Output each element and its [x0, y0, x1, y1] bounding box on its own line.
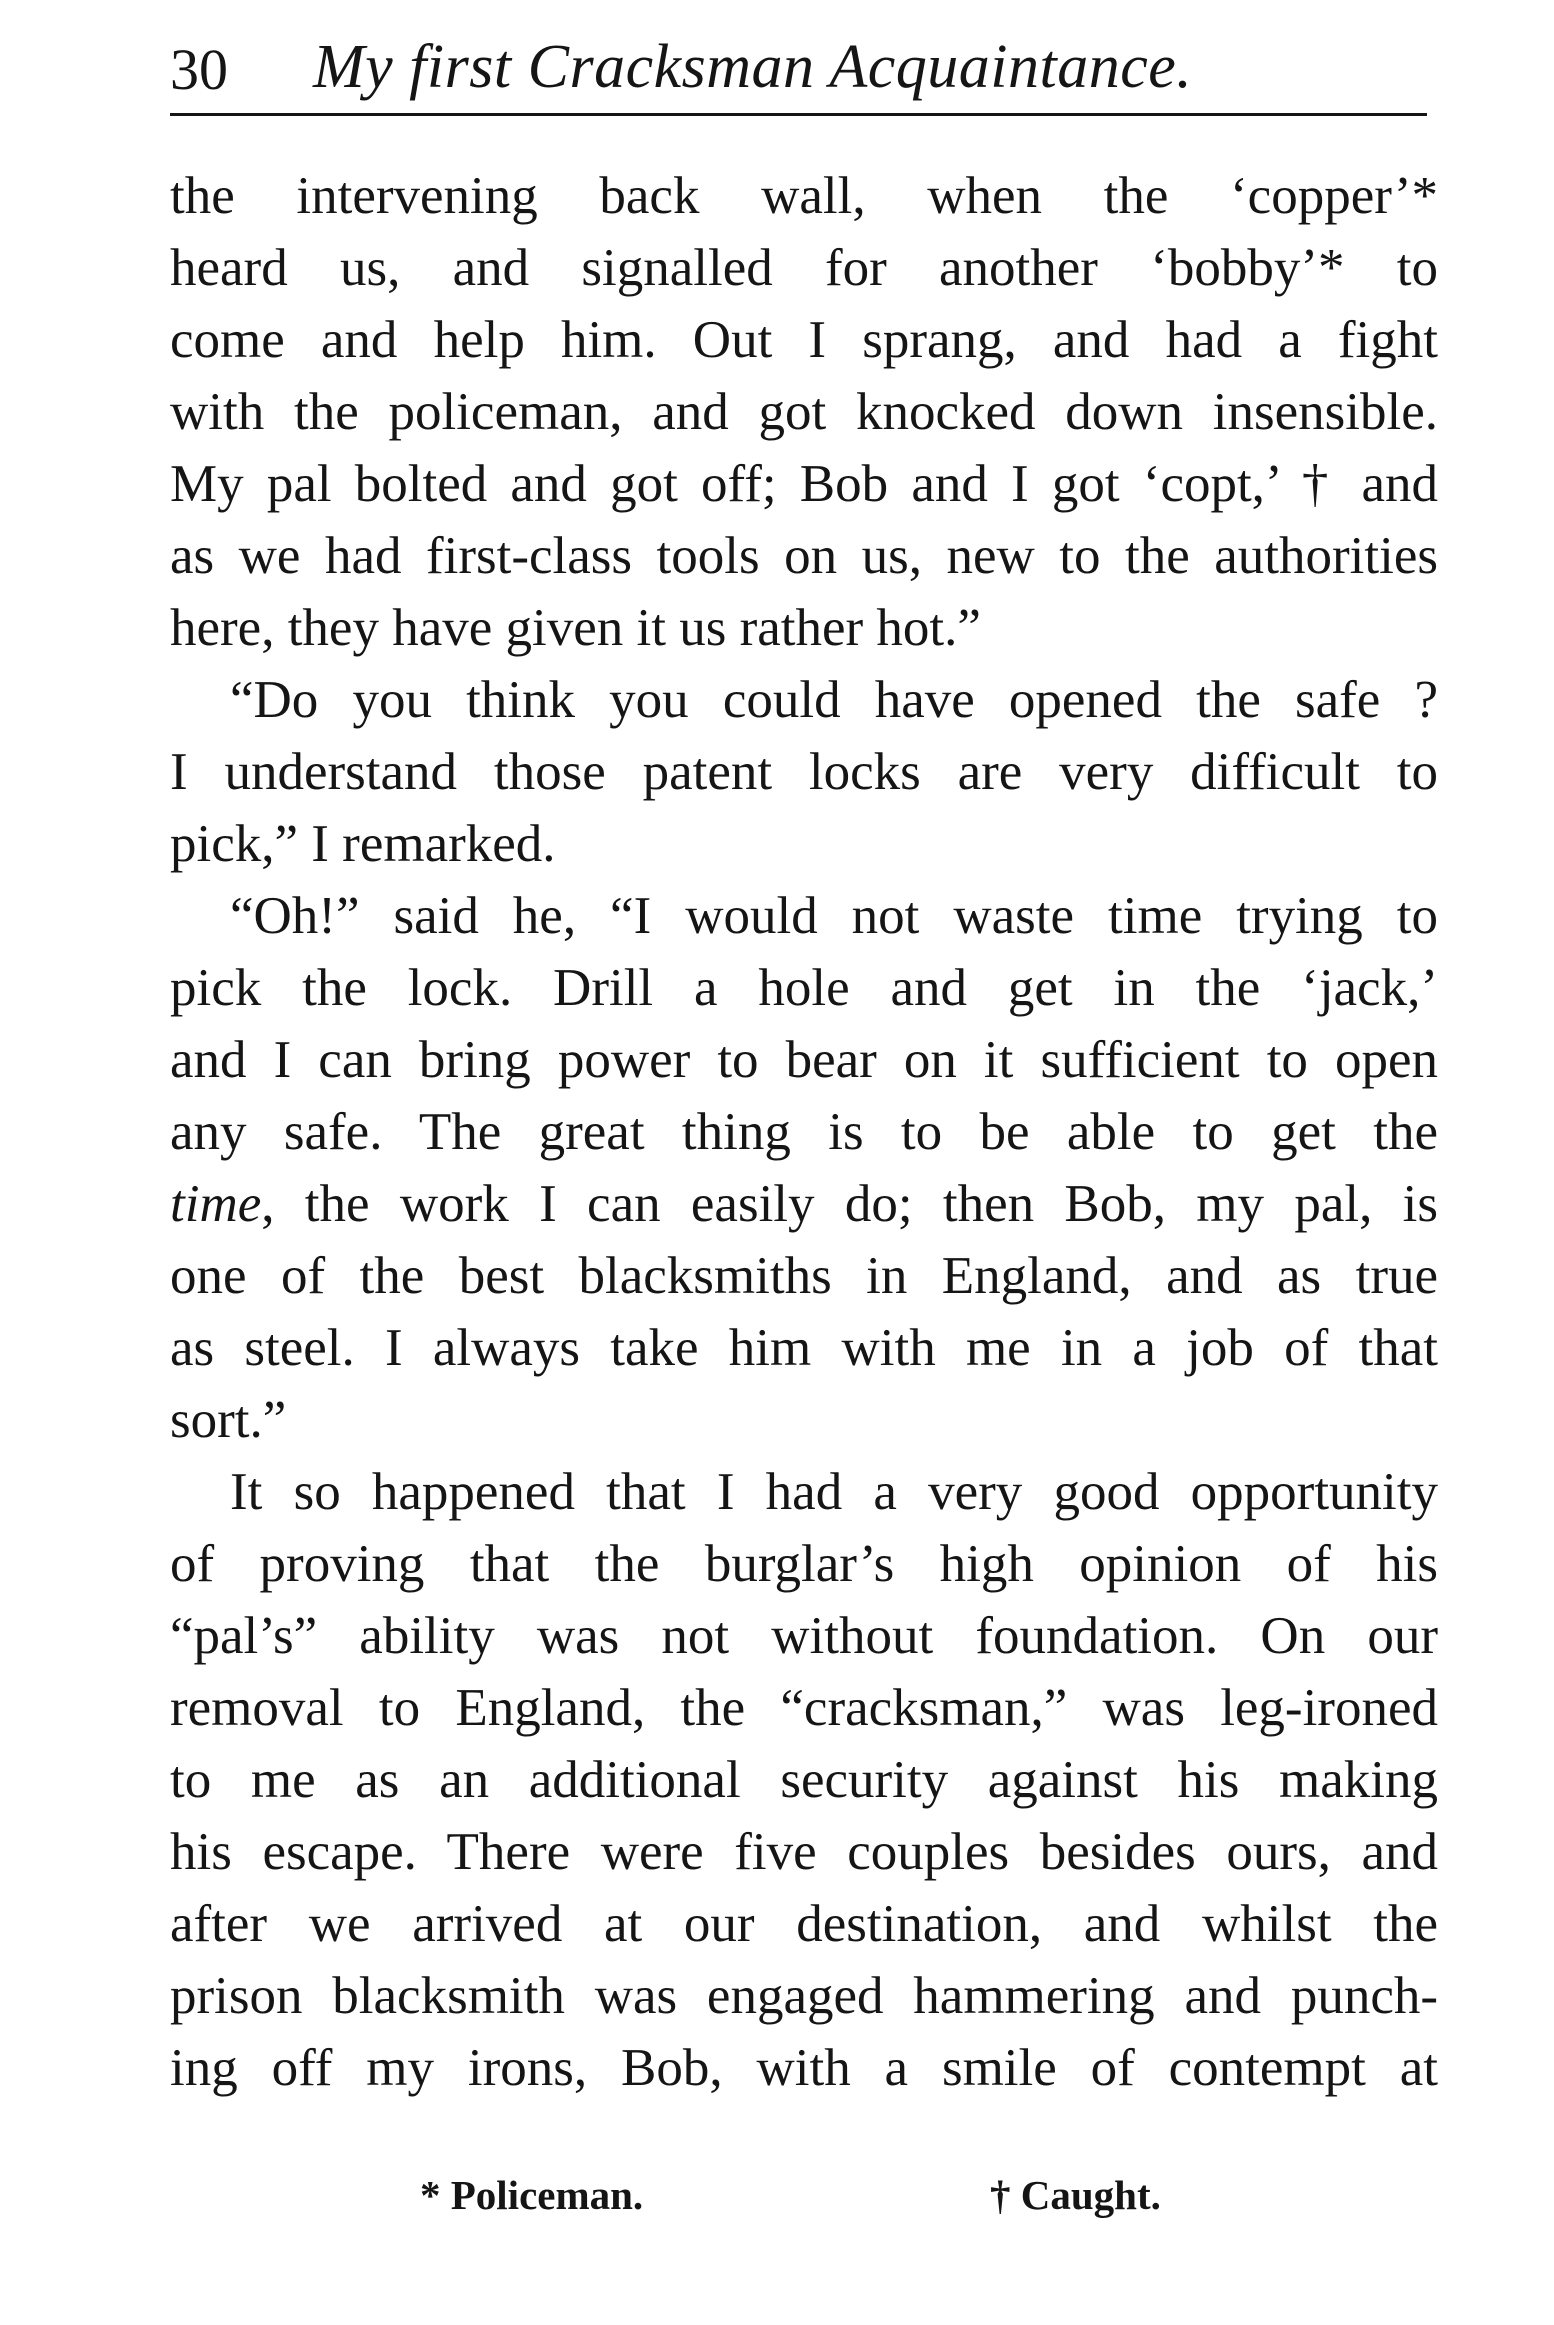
text-line: with the policeman, and got knocked down insensible.: [170, 383, 1438, 441]
running-title: My first Cracksman Acquaintance.: [313, 33, 1193, 101]
page-number: 30: [170, 37, 228, 102]
text-line: to me as an additional security against his making: [170, 1751, 1438, 1809]
text-line: after we arrived at our destination, and whilst the: [170, 1895, 1438, 1953]
text-line: of proving that the burglar’s high opinion of his: [170, 1535, 1438, 1593]
text-line: as we had first-class tools on us, new to the authorities: [170, 527, 1438, 585]
text-line: removal to England, the “cracksman,” was leg-ironed: [170, 1679, 1438, 1737]
header-rule: [170, 113, 1427, 116]
text-line: My pal bolted and got off; Bob and I got ‘copt,’ † and: [170, 455, 1438, 513]
footnotes: [420, 2170, 1220, 2230]
text-line: come and help him. Out I sprang, and had a fight: [170, 311, 1438, 369]
emphasis: time: [170, 1175, 262, 1233]
text-line: and I can bring power to bear on it sufficient to open: [170, 1031, 1438, 1089]
text-line: I understand those patent locks are very difficult to: [170, 743, 1438, 801]
page-header: [170, 30, 1425, 110]
text-line: his escape. There were five couples besides ours, and: [170, 1823, 1438, 1881]
text-line: “Oh!” said he, “I would not waste time trying to: [230, 887, 1438, 945]
body-text: [170, 160, 1438, 2104]
text-line: ing off my irons, Bob, with a smile of contempt at: [170, 2039, 1438, 2097]
text-line: one of the best blacksmiths in England, and as true: [170, 1247, 1438, 1305]
text-line: “Do you think you could have opened the safe ?: [230, 671, 1438, 729]
text-line: pick,” I remarked.: [170, 815, 556, 873]
text-line: any safe. The great thing is to be able to get the: [170, 1103, 1438, 1161]
text-line: “pal’s” ability was not without foundation. On our: [170, 1607, 1438, 1665]
text-line: heard us, and signalled for another ‘bobby’* to: [170, 239, 1438, 297]
text-line: the intervening back wall, when the ‘copper’*: [170, 167, 1438, 225]
footnote-policeman: * Policeman.: [420, 2172, 644, 2218]
text-line: sort.”: [170, 1391, 287, 1449]
text-line: time, the work I can easily do; then Bob, my pal, is: [170, 1175, 1438, 1233]
text-line: as steel. I always take him with me in a job of that: [170, 1319, 1438, 1377]
text-line: here, they have given it us rather hot.”: [170, 599, 981, 657]
text-line: prison blacksmith was engaged hammering and punch-: [170, 1967, 1438, 2025]
footnote-caught: † Caught.: [990, 2172, 1161, 2218]
text-line: pick the lock. Drill a hole and get in the ‘jack,’: [170, 959, 1438, 1017]
text-line: It so happened that I had a very good opportunity: [230, 1463, 1438, 1521]
